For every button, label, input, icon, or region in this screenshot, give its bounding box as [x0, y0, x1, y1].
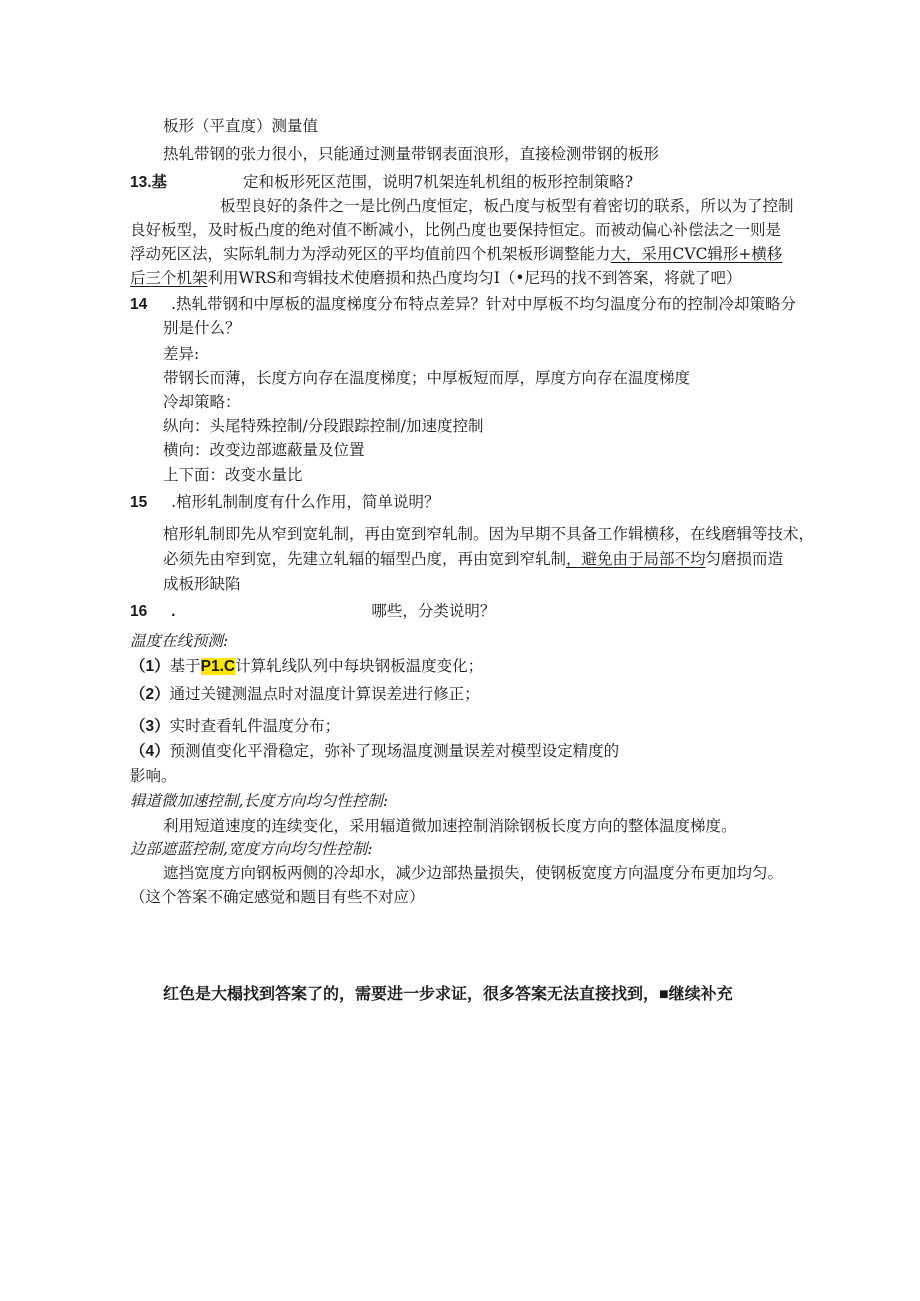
question-15-number: 15 [130, 494, 148, 511]
prediction-item-1 [130, 656, 483, 677]
question-13-text: 定和板形死区范围，说明7机架连轧机组的板形控制策略? [242, 173, 634, 191]
prediction-item-2-text: 通过关键测温点时对温度计算误差进行修正； [169, 685, 480, 703]
answer-14-transverse: 横向：改变边部遮蔽量及位置 [163, 441, 365, 459]
prediction-item-3-num: （3） [130, 718, 170, 735]
section-temp-prediction: 温度在线预测: [130, 632, 229, 650]
answer-13-line-3 [130, 244, 782, 264]
answer-13-line-4b: 利用WRS和弯辑技术使磨损和热凸度均匀I（•尼玛的找不到答案，将就了吧） [207, 269, 742, 287]
answer-15-line-2 [163, 549, 783, 569]
answer-13-line-3b: 大，采用CVC辑形+横移 [610, 245, 783, 263]
answer-14-diff-label: 差异: [163, 345, 200, 363]
question-15 [130, 492, 440, 513]
prediction-item-2-num: （2） [130, 686, 170, 703]
question-14-text: .热轧带钢和中厚板的温度梯度分布特点差异？针对中厚板不均匀温度分布的控制冷却策略分 [171, 295, 797, 313]
answer-13-line-2: 良好板型，及时板凸度的绝对值不断减小，比例凸度也要保持恒定。而被动偏心补偿法之一则是 [130, 221, 782, 239]
question-14-text-2: 别是什么？ [163, 319, 241, 337]
tension-line: 热轧带钢的张力很小，只能通过测量带钢表面浪形，直接检测带钢的板形 [163, 145, 660, 163]
question-16-number: 16 [130, 603, 148, 620]
answer-13-line-3a: 浮动死区法，实际轧制力为浮动死区的平均值前四个机架板形调整能力 [130, 245, 611, 263]
question-15-text: .棺形轧制制度有什么作用，简单说明？ [171, 493, 440, 511]
answer-14-diff: 带钢长而薄，长度方向存在温度梯度；中厚板短而厚，厚度方向存在温度梯度 [163, 369, 691, 387]
prediction-item-4-num: （4） [130, 743, 170, 760]
roller-accel-text: 利用短道速度的连续变化，采用辐道微加速控制消除钢板长度方向的整体温度梯度。 [163, 817, 737, 835]
question-14-number: 14 [130, 296, 148, 313]
question-16-dot: . [171, 603, 176, 620]
plc-highlight: P1.C [200, 658, 236, 675]
answer-14-longitudinal: 纵向：头尾特殊控制/分段跟踪控制/加速度控制 [163, 417, 484, 435]
footer-note: 红色是大榻找到答案了的，需要进一步求证，很多答案无法直接找到，■继续补充 [163, 986, 733, 1003]
prediction-item-4 [130, 741, 619, 762]
question-16 [130, 601, 495, 622]
answer-13-line-4a: 后三个机架 [130, 269, 208, 287]
section-roller-accel: 辑道微加速控制,长度方向均匀性控制: [130, 792, 389, 810]
answer-14-cooling-label: 冷却策略： [163, 393, 241, 411]
answer-15-line-2b: ，避免由于局部不均 [566, 550, 706, 568]
prediction-item-3 [130, 716, 340, 737]
prediction-item-1-prefix: 基于 [169, 657, 201, 675]
prediction-item-2 [130, 684, 480, 705]
prediction-item-1-text: 计算轧线队列中每块钢板温度变化； [235, 657, 484, 675]
prediction-item-4-text: 预测值变化平滑稳定，弥补了现场温度测量误差对模型设定精度的 [169, 742, 620, 760]
edge-mask-text: 遮挡宽度方向钢板两侧的冷却水，减少边部热量损失，使钢板宽度方向温度分布更加均匀。 [163, 864, 784, 882]
prediction-item-1-num: （1） [130, 658, 170, 675]
question-13-number: 13.基 [130, 174, 168, 191]
answer-14-top-bottom: 上下面：改变水量比 [163, 466, 303, 484]
answer-15-line-3: 成板形缺陷 [163, 575, 241, 593]
answer-13-line-1: 板型良好的条件之一是比例凸度恒定，板凸度与板型有着密切的联系，所以为了控制 [220, 197, 794, 215]
answer-13-line-4 [130, 268, 742, 288]
question-13 [130, 172, 633, 193]
uncertain-note: （这个答案不确定感觉和题目有些不对应） [130, 888, 425, 906]
section-edge-mask: 边部遮蓝控制,宽度方向均匀性控制: [130, 840, 373, 858]
question-16-text: 哪些，分类说明？ [371, 602, 496, 620]
answer-15-line-2a: 必须先由窄到宽，先建立轧辐的辐型凸度，再由宽到窄轧制 [163, 550, 567, 568]
measurement-heading: 板形（平直度）测量值 [163, 117, 319, 135]
answer-15-line-1: 棺形轧制即先从窄到宽轧制，再由宽到窄轧制。因为早期不具备工作辑横移，在线磨辑等技术， [163, 525, 815, 543]
prediction-item-3-text: 实时查看轧件温度分布； [169, 717, 341, 735]
prediction-item-4-cont: 影响。 [130, 767, 177, 785]
question-14 [130, 294, 796, 315]
answer-15-line-2c: 匀磨损而造 [705, 550, 784, 568]
